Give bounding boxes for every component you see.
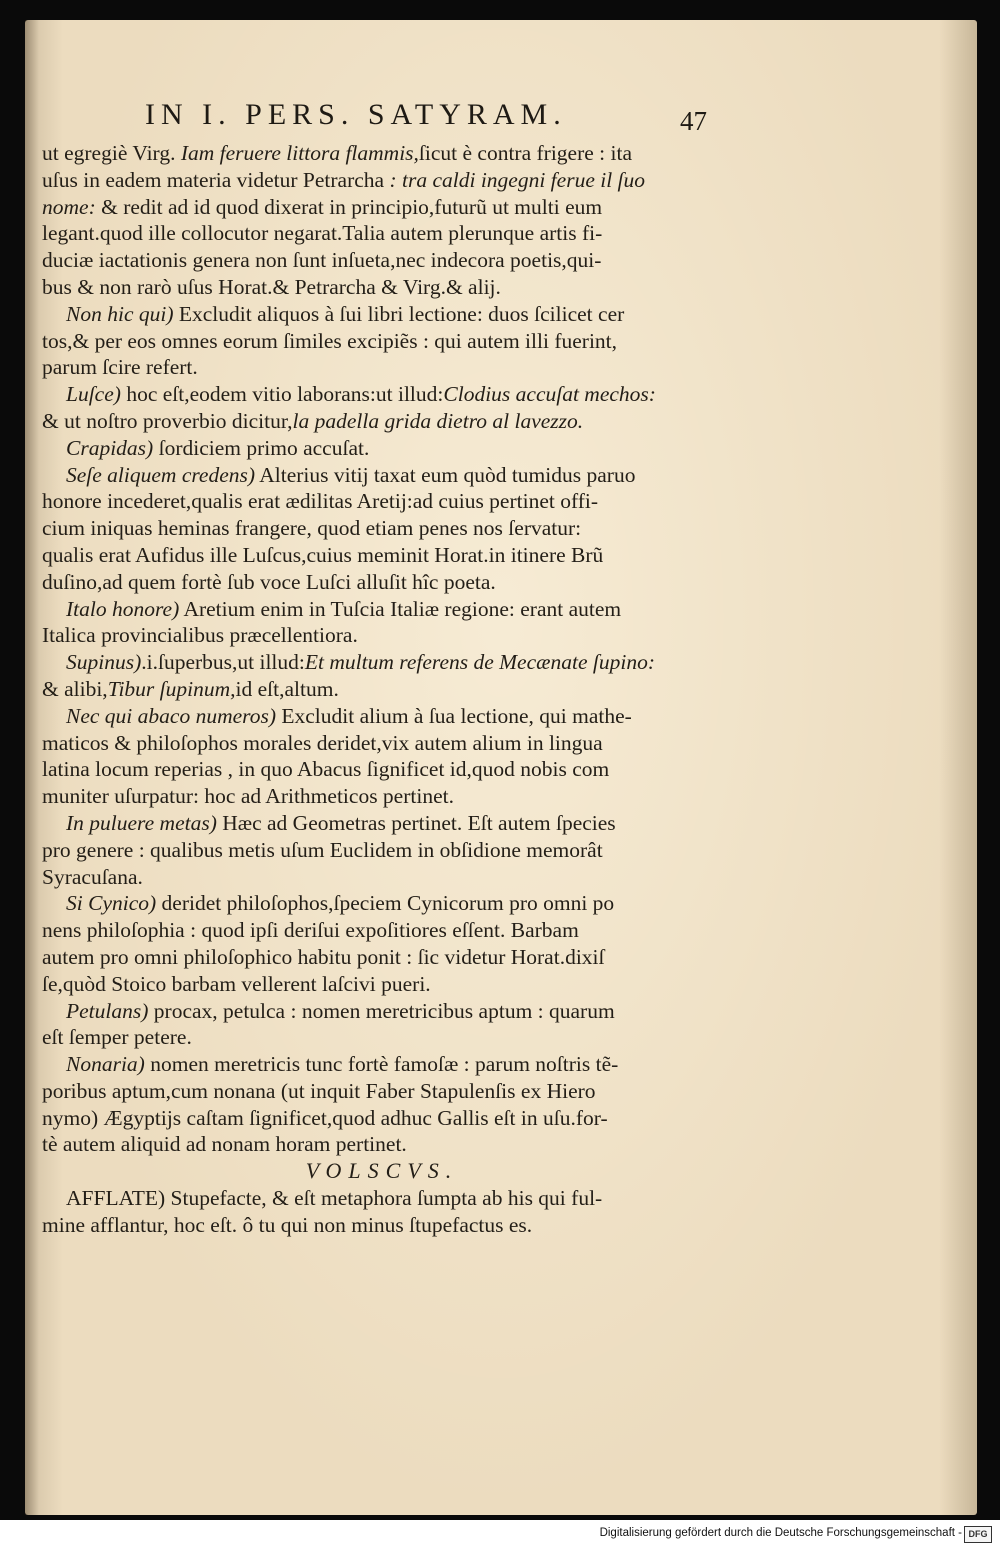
text-line	[42, 622, 722, 649]
text-run: deridet philoſophos,ſpeciem Cynicorum pro omni po	[156, 891, 615, 916]
commentary-text	[42, 140, 722, 1239]
text-line	[42, 435, 722, 462]
text-line	[42, 864, 722, 891]
text-line	[42, 274, 722, 301]
funding-credit: Digitalisierung gefördert durch die Deutsche Forschungsgemeinschaft -	[599, 1527, 962, 1539]
text-run: maticos & philoſophos morales deridet,vix autem alium in lingua	[42, 730, 603, 755]
lemma-italic: Iam feruere littora flammis,	[180, 141, 419, 165]
page-gutter-shadow	[25, 20, 39, 1515]
text-line	[42, 649, 722, 676]
text-run: autem pro omni philoſophico habitu ponit : ſic videtur Horat.dixiſ	[42, 944, 605, 969]
text-line	[42, 220, 722, 247]
text-line	[42, 1185, 722, 1212]
text-line	[42, 354, 722, 381]
text-line	[42, 1024, 722, 1051]
text-line	[42, 194, 722, 221]
lemma-italic: Clodius accuſat mechos:	[443, 382, 656, 407]
text-line	[42, 756, 722, 783]
text-run: latina locum reperias , in quo Abacus ſignificet id,quod nobis com	[42, 757, 610, 782]
text-run: nymo) Ægyptijs caſtam ſignificet,quod adhuc Gallis eſt in uſu.for-	[42, 1105, 608, 1130]
text-line	[42, 998, 722, 1025]
running-head: IN I. PERS. SATYRAM.	[145, 98, 567, 131]
text-run: Italica provincialibus præcellentiora.	[42, 623, 358, 648]
text-line	[42, 596, 722, 623]
text-run: mine afflantur, hoc eſt. ô tu qui non minus ſtupefactus es.	[42, 1212, 533, 1237]
text-line	[42, 1131, 722, 1158]
text-run: tos,& per eos omnes eorum ſimiles excipiẽs : qui autem illi fuerint,	[42, 328, 618, 353]
text-run: uſus in eadem materia videtur Petrarcha	[42, 167, 390, 192]
text-run: AFFLATE)	[66, 1186, 166, 1211]
lemma-italic: Non hic qui)	[66, 301, 174, 326]
text-run: Stupefacte, & eſt metaphora ſumpta ab his qui ful-	[165, 1186, 603, 1211]
lemma-italic: Nonaria)	[66, 1052, 145, 1077]
text-run: cium iniquas heminas frangere, quod etiam penes nos ſervatur:	[42, 516, 582, 541]
text-run: duciæ iactationis genera non ſunt inſueta,nec indecora poetis,qui-	[42, 248, 602, 273]
text-line	[42, 140, 722, 167]
lemma-italic: Tibur ſupinum,	[107, 676, 236, 701]
text-run: qualis erat Aufidus ille Luſcus,cuius meminit Horat.in itinere Brũ	[42, 542, 604, 567]
text-run: Hæc ad Geometras pertinet. Eſt autem ſpecies	[216, 810, 616, 835]
text-run: Excludit alium à ſua lectione, qui mathe-	[275, 703, 632, 728]
dfg-logo: DFG	[964, 1526, 992, 1543]
section-heading	[42, 1158, 722, 1185]
text-line	[42, 1078, 722, 1105]
page-number: 47	[680, 106, 707, 136]
lemma-italic: Supinus)	[66, 650, 142, 675]
text-line	[42, 837, 722, 864]
lemma-italic: Petulans)	[66, 998, 149, 1023]
lemma-italic: nome:	[42, 194, 102, 219]
text-line	[42, 167, 722, 194]
text-run: procax, petulca : nomen meretricibus aptum : quarum	[148, 998, 615, 1023]
text-run: legant.quod ille collocutor negarat.Talia autem plerunque artis fi-	[42, 221, 603, 246]
text-line	[42, 917, 722, 944]
text-line	[42, 810, 722, 837]
text-run: nens philoſophia : quod ipſi deriſui expoſitiores eſſent. Barbam	[42, 918, 579, 943]
text-line	[42, 971, 722, 998]
text-run: ſordiciem primo accuſat.	[153, 435, 370, 460]
text-run: Aretium enim in Tuſcia Italiæ regione: erant autem	[179, 596, 622, 621]
lemma-italic: : tra caldi ingegni ferue il ſuo	[389, 167, 646, 192]
text-run: parum ſcire refert.	[42, 355, 198, 380]
text-run: honore incederet,qualis erat ædilitas Aretij:ad cuius pertinet offi-	[42, 489, 599, 514]
text-line	[42, 301, 722, 328]
text-run: .i.ſuperbus,ut illud:	[141, 650, 305, 675]
text-line	[42, 676, 722, 703]
lemma-italic: Seſe aliquem credens)	[66, 462, 256, 487]
text-line	[42, 890, 722, 917]
lemma-italic: la padella grida dietro al lavezzo.	[292, 408, 584, 433]
text-run: Alterius vitij taxat eum quòd tumidus paruo	[255, 462, 636, 487]
text-run: & alibi,	[42, 676, 108, 701]
text-line	[42, 730, 722, 757]
text-run: ſicut è contra frigere : ita	[418, 141, 633, 165]
lemma-italic: VOLSCVS.	[305, 1158, 459, 1184]
text-line	[42, 1212, 722, 1239]
text-run: eſt ſemper petere.	[42, 1025, 192, 1050]
text-line	[42, 408, 722, 435]
lemma-italic: Crapidas)	[66, 435, 154, 460]
text-run: pro genere : qualibus metis uſum Euclidem in obſidione memorât	[42, 837, 603, 862]
text-line	[42, 1105, 722, 1132]
lemma-italic: Nec qui abaco numeros)	[66, 703, 276, 728]
text-line	[42, 515, 722, 542]
digitization-footer	[0, 1520, 1000, 1549]
text-line	[42, 381, 722, 408]
text-run: muniter uſurpatur: hoc ad Arithmeticos pertinet.	[42, 784, 454, 809]
text-line	[42, 1051, 722, 1078]
text-run: ut egregiè Virg.	[42, 141, 181, 165]
text-run: & ut noſtro proverbio dicitur,	[42, 408, 293, 433]
text-run: hoc eſt,eodem vitio laborans:ut illud:	[120, 382, 444, 407]
text-line	[42, 542, 722, 569]
text-run: & redit ad id quod dixerat in principio,futurũ ut multi eum	[101, 194, 603, 219]
lemma-italic: Si Cynico)	[66, 891, 157, 916]
text-line	[42, 569, 722, 596]
text-run: duſino,ad quem fortè ſub voce Luſci alluſit hîc poeta.	[42, 569, 496, 594]
text-run: bus & non rarò uſus Horat.& Petrarcha & Virg.& alij.	[42, 274, 501, 299]
text-run: ſe,quòd Stoico barbam vellerent laſcivi pueri.	[42, 971, 431, 996]
text-run: Syracuſana.	[42, 864, 143, 889]
lemma-italic: Italo honore)	[66, 596, 180, 621]
text-run: nomen meretricis tunc fortè famoſæ : parum noſtris tẽ-	[144, 1052, 619, 1077]
text-line	[42, 703, 722, 730]
text-line	[42, 783, 722, 810]
text-run: poribus aptum,cum nonana (ut inquit Faber Stapulenſis ex Hiero	[42, 1078, 596, 1103]
text-run: Excludit aliquos à ſui libri lectione: duos ſcilicet cer	[173, 301, 625, 326]
text-run: tè autem aliquid ad nonam horam pertinet.	[42, 1132, 407, 1157]
text-run: id eſt,altum.	[235, 676, 339, 701]
lemma-italic: In puluere metas)	[66, 810, 217, 835]
lemma-italic: Luſce)	[66, 382, 121, 407]
book-page	[25, 20, 977, 1515]
text-line	[42, 247, 722, 274]
text-line	[42, 328, 722, 355]
lemma-italic: Et multum referens de Mecænate ſupino:	[304, 650, 655, 675]
text-line	[42, 488, 722, 515]
text-line	[42, 944, 722, 971]
text-line	[42, 462, 722, 489]
